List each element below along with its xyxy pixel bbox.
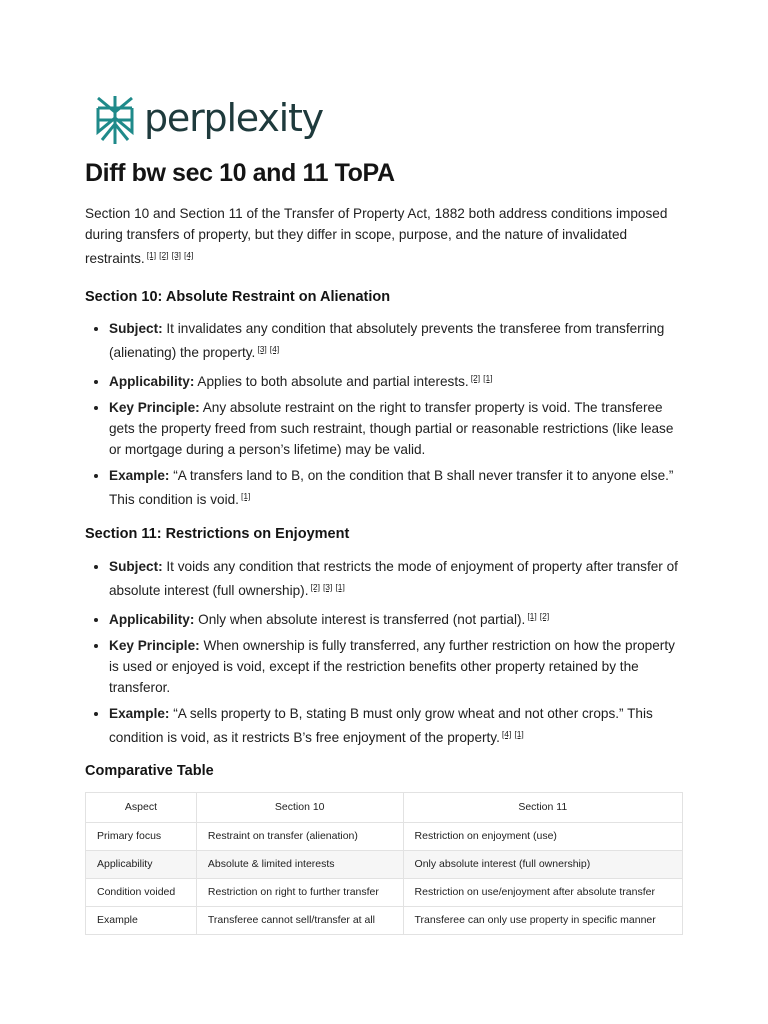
table-cell: Restriction on enjoyment (use) — [403, 823, 682, 851]
list-item — [109, 703, 685, 748]
item-label: Applicability: — [109, 374, 195, 389]
column-header: Section 11 — [403, 793, 682, 823]
citation-link[interactable]: [1] — [146, 250, 157, 260]
list-item — [109, 556, 685, 601]
intro-text: Section 10 and Section 11 of the Transfer of Property Act, 1882 both address conditions imposed during transfers of property, but they differ in scope, purpose, and the nature of invalidated restraints. — [85, 206, 668, 266]
perplexity-logo — [94, 94, 323, 146]
list-item — [109, 318, 685, 363]
item-text: “A transfers land to B, on the condition that B shall never transfer it to anyone else.” This condition is void. — [109, 468, 674, 507]
item-label: Example: — [109, 706, 170, 721]
section11-list — [85, 556, 685, 753]
item-label: Subject: — [109, 321, 163, 336]
item-text: “A sells property to B, stating B must only grow wheat and not other crops.” This condition is void, as it restricts B’s free enjoyment of the property. — [109, 706, 653, 745]
citation-link[interactable]: [1] — [527, 611, 537, 621]
intro-citations — [147, 250, 197, 260]
item-label: Applicability: — [109, 612, 195, 627]
table-row — [86, 851, 683, 879]
item-text: Applies to both absolute and partial interests. — [197, 374, 469, 389]
perplexity-logo-icon — [94, 94, 136, 146]
item-label: Subject: — [109, 559, 163, 574]
item-label: Key Principle: — [109, 638, 200, 653]
table-cell: Primary focus — [86, 823, 197, 851]
list-item — [109, 606, 685, 630]
intro-paragraph — [85, 203, 685, 269]
item-text: It voids any condition that restricts the mode of enjoyment of property after transfer of absolute interest (full ownership). — [109, 559, 678, 598]
table-cell: Restriction on use/enjoyment after absolute transfer — [403, 879, 682, 907]
item-label: Key Principle: — [109, 400, 200, 415]
citation-link[interactable]: [1] — [335, 582, 345, 592]
list-item — [109, 635, 685, 698]
citation-link[interactable]: [4] — [184, 250, 194, 260]
citation-link[interactable]: [2] — [310, 582, 320, 592]
comparative-table — [85, 792, 683, 935]
item-label: Example: — [109, 468, 170, 483]
table-cell: Transferee cannot sell/transfer at all — [196, 907, 403, 935]
item-text: When ownership is fully transferred, any further restriction on how the property is used or enjoyed is void, except if the restriction benefits other property retained by the transferor. — [109, 638, 675, 695]
item-text: It invalidates any condition that absolutely prevents the transferee from transferring (alienating) the property. — [109, 321, 665, 360]
citation-link[interactable]: [3] — [257, 344, 267, 354]
list-item — [109, 368, 685, 392]
page-title: Diff bw sec 10 and 11 ToPA — [85, 159, 395, 187]
list-item — [109, 397, 685, 460]
citation-link[interactable]: [2] — [470, 373, 481, 383]
table-cell: Example — [86, 907, 197, 935]
list-item — [109, 465, 685, 510]
table-cell: Condition voided — [86, 879, 197, 907]
table-cell: Transferee can only use property in specific manner — [403, 907, 682, 935]
table-cell: Absolute & limited interests — [196, 851, 403, 879]
citation-link[interactable]: [1] — [483, 373, 493, 383]
table-cell: Only absolute interest (full ownership) — [403, 851, 682, 879]
table-cell: Restraint on transfer (alienation) — [196, 823, 403, 851]
item-text: Any absolute restraint on the right to transfer property is void. The transferee gets the property freed from such restraint, though partial or reasonable restrictions (like lease or mortgage during a person’s lifetime) may be valid. — [109, 400, 674, 457]
table-header-row — [86, 793, 683, 823]
section10-list — [85, 318, 685, 515]
table-row — [86, 879, 683, 907]
citation-link[interactable]: [2] — [539, 611, 550, 621]
citation-link[interactable]: [1] — [240, 491, 251, 501]
section11-heading: Section 11: Restrictions on Enjoyment — [85, 526, 350, 542]
section10-heading: Section 10: Absolute Restraint on Alienation — [85, 289, 391, 305]
citation-link[interactable]: [2] — [159, 250, 169, 260]
table-row — [86, 823, 683, 851]
citation-link[interactable]: [1] — [514, 729, 524, 739]
table-row — [86, 907, 683, 935]
table-cell: Restriction on right to further transfer — [196, 879, 403, 907]
item-text: Only when absolute interest is transferred (not partial). — [198, 612, 526, 627]
column-header: Section 10 — [196, 793, 403, 823]
logo-wordmark: perplexity — [144, 96, 323, 140]
citation-link[interactable]: [3] — [171, 250, 182, 260]
column-header: Aspect — [86, 793, 197, 823]
table-heading: Comparative Table — [85, 763, 214, 779]
citation-link[interactable]: [4] — [501, 729, 512, 739]
citation-link[interactable]: [4] — [269, 344, 280, 354]
citation-link[interactable]: [3] — [322, 582, 333, 592]
table-cell: Applicability — [86, 851, 197, 879]
